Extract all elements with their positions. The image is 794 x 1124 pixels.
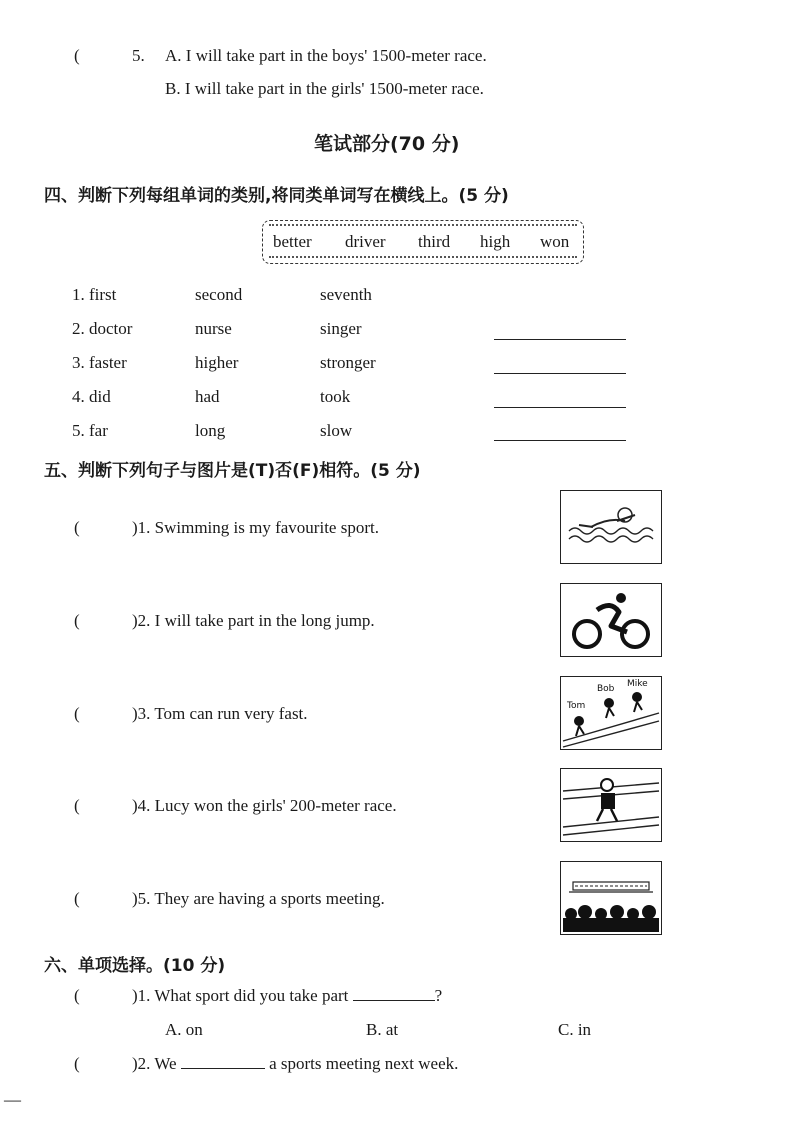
row-word-3: seventh <box>320 285 372 304</box>
statement-text: )2. I will take part in the long jump. <box>132 611 375 630</box>
row-word-2: higher <box>195 353 239 372</box>
question-1-blank[interactable] <box>353 999 435 1001</box>
page-edge-mark: — <box>4 1090 21 1109</box>
section6-heading: 六、单项选择。(10 分) <box>44 956 226 976</box>
row-word-2: nurse <box>195 319 232 338</box>
word-bank-word: high <box>480 232 511 251</box>
question-1-after: ? <box>434 986 443 1005</box>
row-word-3: stronger <box>320 353 376 372</box>
word-bank-word: driver <box>345 232 386 251</box>
word-bank-word: better <box>273 232 312 251</box>
answer-blank[interactable] <box>494 373 626 374</box>
word-bank-dots-bottom <box>269 256 577 260</box>
written-part-title: 笔试部分(70 分) <box>314 133 460 155</box>
statement-text: )4. Lucy won the girls' 200-meter race. <box>132 796 397 815</box>
word-bank-word: third <box>418 232 451 251</box>
statement-text: )1. Swimming is my favourite sport. <box>132 518 379 537</box>
word-bank-box <box>262 220 584 264</box>
option-b[interactable]: B. at <box>366 1020 399 1039</box>
question-1-before: )1. What sport did you take part <box>132 986 349 1005</box>
runners-icon <box>560 676 662 750</box>
row-word-2: had <box>195 387 220 406</box>
row-word-1: 5. far <box>72 421 108 440</box>
option-b: B. I will take part in the girls' 1500-meter race. <box>165 79 484 98</box>
row-word-2: second <box>195 285 243 304</box>
word-bank-word: won <box>540 232 570 251</box>
statement-text: )5. They are having a sports meeting. <box>132 889 385 908</box>
answer-blank[interactable] <box>494 407 626 408</box>
question-number: 5. <box>132 46 145 65</box>
runner-label: Bob <box>597 684 615 694</box>
row-word-1: 1. first <box>72 285 117 304</box>
runner-label: Mike <box>627 679 648 689</box>
row-word-1: 4. did <box>72 387 111 406</box>
option-a: A. I will take part in the boys' 1500-meter race. <box>165 46 487 65</box>
question-2-before: )2. We <box>132 1054 177 1073</box>
sports-meeting-icon <box>560 861 662 935</box>
word-bank-dots-top <box>269 224 577 228</box>
row-word-3: slow <box>320 421 353 440</box>
question-2-after: a sports meeting next week. <box>269 1054 459 1073</box>
answer-paren[interactable]: ( <box>74 986 80 1005</box>
statement-text: )3. Tom can run very fast. <box>132 704 308 723</box>
answer-paren-open: ( <box>74 46 80 65</box>
row-word-3: singer <box>320 319 362 338</box>
answer-paren[interactable]: ( <box>74 796 80 815</box>
option-c[interactable]: C. in <box>558 1020 592 1039</box>
answer-paren[interactable]: ( <box>74 889 80 908</box>
question-2-text <box>132 1054 458 1074</box>
row-word-2: long <box>195 421 226 440</box>
question-2-blank[interactable] <box>181 1067 265 1069</box>
section4-heading: 四、判断下列每组单词的类别,将同类单词写在横线上。(5 分) <box>44 186 509 206</box>
row-word-1: 3. faster <box>72 353 127 372</box>
option-a[interactable]: A. on <box>165 1020 203 1039</box>
swimmer-icon <box>560 490 662 564</box>
answer-paren[interactable]: ( <box>74 704 80 723</box>
section5-heading: 五、判断下列句子与图片是(T)否(F)相符。(5 分) <box>44 461 421 481</box>
answer-paren[interactable]: ( <box>74 518 80 537</box>
answer-paren[interactable]: ( <box>74 1054 80 1073</box>
cyclist-icon <box>560 583 662 657</box>
answer-blank[interactable] <box>494 339 626 340</box>
row-word-3: took <box>320 387 351 406</box>
answer-paren[interactable]: ( <box>74 611 80 630</box>
girl-runner-icon <box>560 768 662 842</box>
runner-label: Tom <box>567 701 586 711</box>
answer-blank[interactable] <box>494 440 626 441</box>
question-1-text <box>132 986 442 1006</box>
row-word-1: 2. doctor <box>72 319 133 338</box>
